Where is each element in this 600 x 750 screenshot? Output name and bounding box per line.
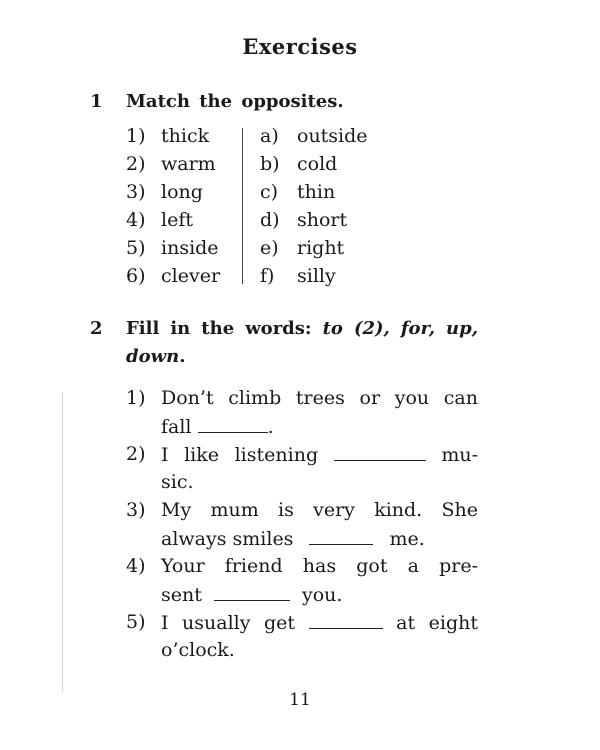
exercise-2-number: 2	[90, 318, 103, 339]
fill-item-4-line-2	[161, 580, 478, 609]
match-right-word: short	[297, 209, 348, 231]
match-left-word: warm	[161, 153, 216, 175]
match-left-word: clever	[161, 265, 221, 287]
match-left-word: left	[161, 209, 193, 231]
fill-text: me.	[389, 528, 425, 550]
exercise-2-heading-text: Fill in the words:	[126, 318, 312, 339]
match-left-number: 2)	[126, 153, 146, 175]
fill-text: mu-	[441, 444, 479, 466]
fill-text: sent	[161, 584, 202, 606]
fill-text: fall	[161, 416, 192, 438]
fill-item-3-line-2	[161, 524, 478, 553]
fill-text: always smiles	[161, 528, 294, 550]
match-right-word: silly	[297, 265, 336, 287]
answer-blank[interactable]	[309, 608, 383, 629]
match-left-number: 4)	[126, 209, 146, 231]
match-right-letter: a)	[260, 125, 279, 147]
match-left-word: long	[161, 181, 203, 203]
fill-item-5-line-2: o’clock.	[161, 639, 235, 661]
fill-text: I usually get	[161, 612, 296, 634]
fill-item-number: 3)	[126, 499, 146, 521]
match-right-word: cold	[297, 153, 338, 175]
match-left-number: 5)	[126, 237, 146, 259]
match-left-number: 6)	[126, 265, 146, 287]
exercise-2-words-line-2: down	[126, 346, 180, 367]
match-divider	[242, 128, 243, 284]
match-left-word: thick	[161, 125, 210, 147]
match-right-word: thin	[297, 181, 336, 203]
exercise-1-heading: Match the opposites.	[126, 91, 344, 112]
match-left-number: 3)	[126, 181, 146, 203]
fill-item-number: 2)	[126, 443, 146, 465]
match-right-letter: f)	[260, 265, 275, 287]
fill-text: .	[267, 416, 274, 438]
scan-margin-line	[62, 392, 63, 692]
match-right-word: right	[297, 237, 345, 259]
match-right-letter: d)	[260, 209, 280, 231]
match-right-letter: b)	[260, 153, 280, 175]
answer-blank[interactable]	[309, 524, 373, 545]
fill-item-number: 4)	[126, 555, 146, 577]
fill-item-2-line-2: sic.	[161, 471, 194, 493]
match-left-word: inside	[161, 237, 219, 259]
fill-text: I like listening	[161, 444, 319, 466]
match-left-number: 1)	[126, 125, 146, 147]
answer-blank[interactable]	[198, 412, 268, 433]
answer-blank[interactable]	[334, 440, 426, 461]
fill-item-3-line-1: My mum is very kind. She	[161, 499, 478, 521]
match-right-letter: c)	[260, 181, 279, 203]
match-right-word: outside	[297, 125, 368, 147]
page-number: 11	[289, 690, 311, 710]
fill-item-number: 1)	[126, 387, 146, 409]
exercise-2-heading-line-1	[126, 318, 478, 339]
fill-text: at eight	[396, 612, 479, 634]
exercise-1-number: 1	[90, 91, 103, 112]
match-right-letter: e)	[260, 237, 279, 259]
fill-item-number: 5)	[126, 611, 146, 633]
exercise-2-words-line-1: to (2), for, up,	[322, 318, 478, 339]
fill-item-1-line-2	[161, 412, 478, 441]
exercise-2-heading-period: .	[179, 346, 186, 367]
fill-item-2-line-1	[161, 440, 478, 469]
fill-text: you.	[301, 584, 343, 606]
fill-item-5-line-1	[161, 608, 478, 637]
answer-blank[interactable]	[214, 580, 290, 601]
fill-item-4-line-1: Your friend has got a pre-	[161, 555, 478, 577]
page-title: Exercises	[242, 34, 358, 59]
exercise-2-heading-line-2	[126, 346, 185, 367]
fill-item-1-line-1: Don’t climb trees or you can	[161, 387, 478, 409]
